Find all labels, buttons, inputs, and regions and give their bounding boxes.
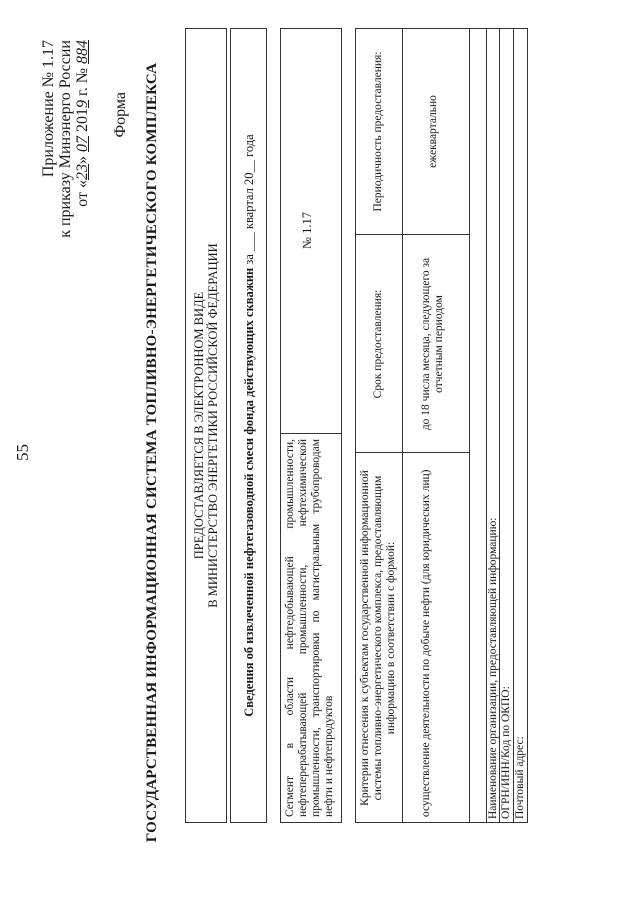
form-number: № 1.17 [300,212,314,249]
criteria-table-col-divider-2 [355,234,470,235]
main-title: ГОСУДАРСТВЕННАЯ ИНФОРМАЦИОННАЯ СИСТЕМА ТОПЛИВНО-ЭНЕРГЕТИЧЕСКОГО КОМПЛЕКСА [144,62,160,843]
report-title [242,28,257,823]
postal-address-label: Почтовый адрес: [514,736,526,819]
deadline-header: Срок предоставления: [372,289,384,399]
org-name-label: Наименование организации, предоставляющей информацию: [487,517,499,819]
appendix-number: 884 [74,40,91,64]
header-box-line-1: ПРЕДОСТАВЛЯЕТСЯ В ЭЛЕКТРОННОМ ВИДЕ [192,291,206,560]
appendix-line-1: Приложение № 1.17 [40,40,57,178]
appendix-day: 23 [74,164,91,181]
appendix-from-label: от « [74,180,91,207]
appendix-num-label: г. № [74,64,91,101]
deadline-value: до 18 числа месяца, следующего за отчетным периодом [420,257,445,431]
org-line-4 [527,28,528,823]
header-box-text [192,28,220,823]
org-ids-label: ОГРН/ИНН/Код по ОКПО: [500,686,512,819]
report-title-bold: Сведения об извлеченной нефтегазоводной смеси фонда действующих скважин [242,267,256,717]
appendix-line-2: к приказу Минэнерго России [57,40,74,238]
appendix-month: 07 [74,136,91,153]
report-title-rest: за ___ квартал 20__ года [242,134,256,268]
periodicity-value: ежеквартально [427,95,439,168]
appendix-year-digit: 9 [74,100,91,109]
appendix-block [40,40,91,300]
form-label: Форма [112,92,129,138]
criteria-table-row-divider [402,28,403,823]
appendix-year-prefix: 201 [74,108,91,137]
segment-text: Сегмент в области нефтедобывающей промышленности, нефтеперерабатывающей промышленности, нефтехимической промышленности, транспортировки по магистральным трубопроводам нефти и нефтепродуктов [284,439,335,817]
appendix-mid: » [74,152,91,165]
org-line-3 [513,28,514,823]
criteria-header: Критерии отнесения к субъектам государственной информационной системы топливно-энергетического комплекса, предоставляющим информацию в соответствии с формой: [359,470,397,806]
criteria-value: осуществление деятельности по добыче нефти (для юридических лиц) [420,469,432,817]
appendix-line-3 [74,40,91,300]
header-box-line-2: В МИНИСТЕРСТВО ЭНЕРГЕТИКИ РОССИЙСКОЙ ФЕДЕРАЦИИ [206,243,220,608]
criteria-table-col-divider-1 [355,452,470,453]
periodicity-header: Периодичность предоставления: [372,51,384,212]
page-number: 55 [13,444,32,461]
